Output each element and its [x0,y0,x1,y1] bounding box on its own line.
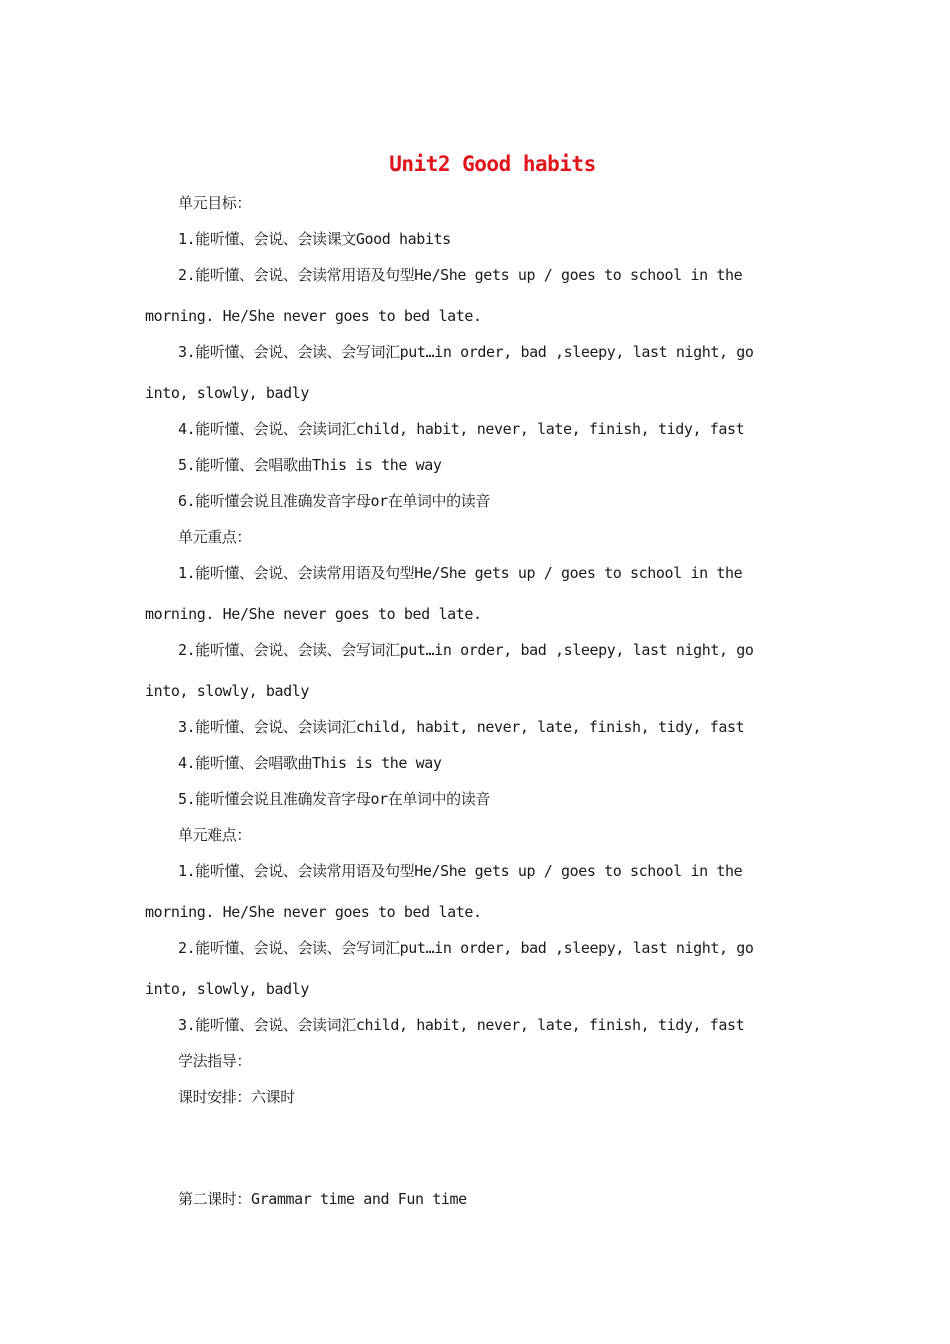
key-point-item-continued: morning. He/She never goes to bed late. [145,605,482,623]
difficulty-item-continued: into, slowly, badly [145,980,309,998]
difficulty-item: 3.能听懂、会说、会读词汇child, habit, never, late, finish, tidy, fast [178,1016,745,1034]
goals-heading: 单元目标： [178,194,252,212]
method-heading: 学法指导： [178,1052,252,1070]
goal-item: 5.能听懂、会唱歌曲This is the way [178,456,442,474]
key-point-item: 4.能听懂、会唱歌曲This is the way [178,754,442,772]
key-point-item: 5.能听懂会说且准确发音字母or在单词中的读音 [178,790,490,808]
document-title: Unit2 Good habits [389,152,596,176]
goal-item: 1.能听懂、会说、会读课文Good habits [178,230,451,248]
difficulty-item: 2.能听懂、会说、会读、会写词汇put…in order, bad ,sleepy, last night, go [178,939,754,957]
key-point-item-continued: into, slowly, badly [145,682,309,700]
key-point-item: 1.能听懂、会说、会读常用语及句型He/She gets up / goes to school in the [178,564,743,582]
lesson-two-heading: 第二课时：Grammar time and Fun time [178,1190,467,1208]
difficulty-item: 1.能听懂、会说、会读常用语及句型He/She gets up / goes to school in the [178,862,743,880]
difficulties-heading: 单元难点： [178,826,252,844]
goal-item-continued: morning. He/She never goes to bed late. [145,307,482,325]
schedule-text: 课时安排：六课时 [178,1088,295,1106]
goal-item-continued: into, slowly, badly [145,384,309,402]
key-point-item: 2.能听懂、会说、会读、会写词汇put…in order, bad ,sleepy, last night, go [178,641,754,659]
key-points-heading: 单元重点： [178,528,252,546]
goal-item: 2.能听懂、会说、会读常用语及句型He/She gets up / goes to school in the [178,266,743,284]
goal-item: 4.能听懂、会说、会读词汇child, habit, never, late, finish, tidy, fast [178,420,745,438]
difficulty-item-continued: morning. He/She never goes to bed late. [145,903,482,921]
goal-item: 3.能听懂、会说、会读、会写词汇put…in order, bad ,sleepy, last night, go [178,343,754,361]
key-point-item: 3.能听懂、会说、会读词汇child, habit, never, late, finish, tidy, fast [178,718,745,736]
goal-item: 6.能听懂会说且准确发音字母or在单词中的读音 [178,492,490,510]
